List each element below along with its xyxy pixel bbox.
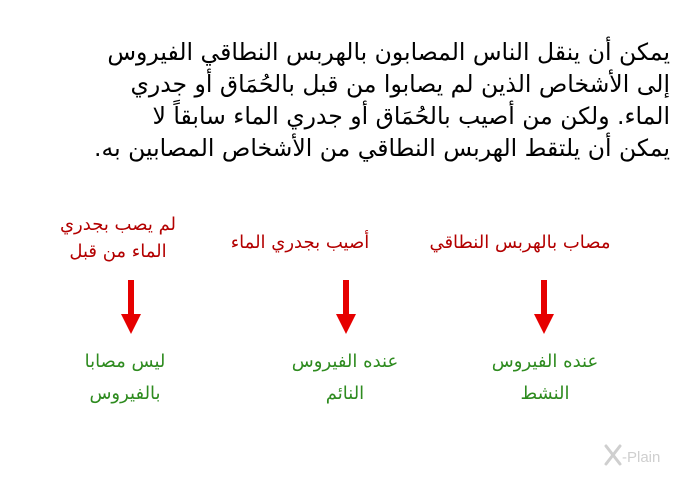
paragraph-line: يمكن أن يلتقط الهربس النطاقي من الأشخاص المصابين به. (94, 134, 670, 162)
paragraph-line: يمكن أن ينقل الناس المصابون بالهربس النطاقي الفيروس (107, 38, 670, 66)
result-label-line1: عنده الفيروس (291, 351, 399, 372)
condition-label: أصيب بجدري الماء (230, 232, 370, 253)
condition-label-line2: الماء من قبل (69, 241, 167, 262)
result-dormant-virus (260, 346, 430, 410)
svg-text:-Plain: -Plain (622, 449, 661, 466)
paragraph-line: إلى الأشخاص الذين لم يصابوا من قبل بالحُمَاق أو جدري (130, 70, 670, 98)
down-arrow-icon (533, 280, 555, 336)
result-label-line1: ليس مصابا (84, 351, 166, 372)
down-arrow-icon (335, 280, 357, 336)
result-not-infected (40, 346, 210, 410)
result-label-line2: النشط (520, 383, 570, 404)
down-arrow-icon (120, 280, 142, 336)
condition-had-chickenpox (210, 229, 390, 256)
x-plain-logo-icon (602, 438, 682, 470)
result-label-line1: عنده الفيروس (491, 351, 599, 372)
result-active-virus (460, 346, 630, 410)
condition-never-chickenpox (28, 211, 208, 265)
result-label-line2: النائم (325, 383, 365, 404)
result-label-line2: بالفيروس (89, 383, 161, 404)
intro-paragraph (30, 36, 670, 164)
condition-label: مصاب بالهربس النطاقي (429, 232, 611, 253)
condition-label-line1: لم يصب بجدري (59, 214, 177, 235)
paragraph-line: الماء. ولكن من أصيب بالحُمَاق أو جدري الماء سابقاً لا (152, 102, 670, 130)
condition-shingles (410, 229, 630, 256)
